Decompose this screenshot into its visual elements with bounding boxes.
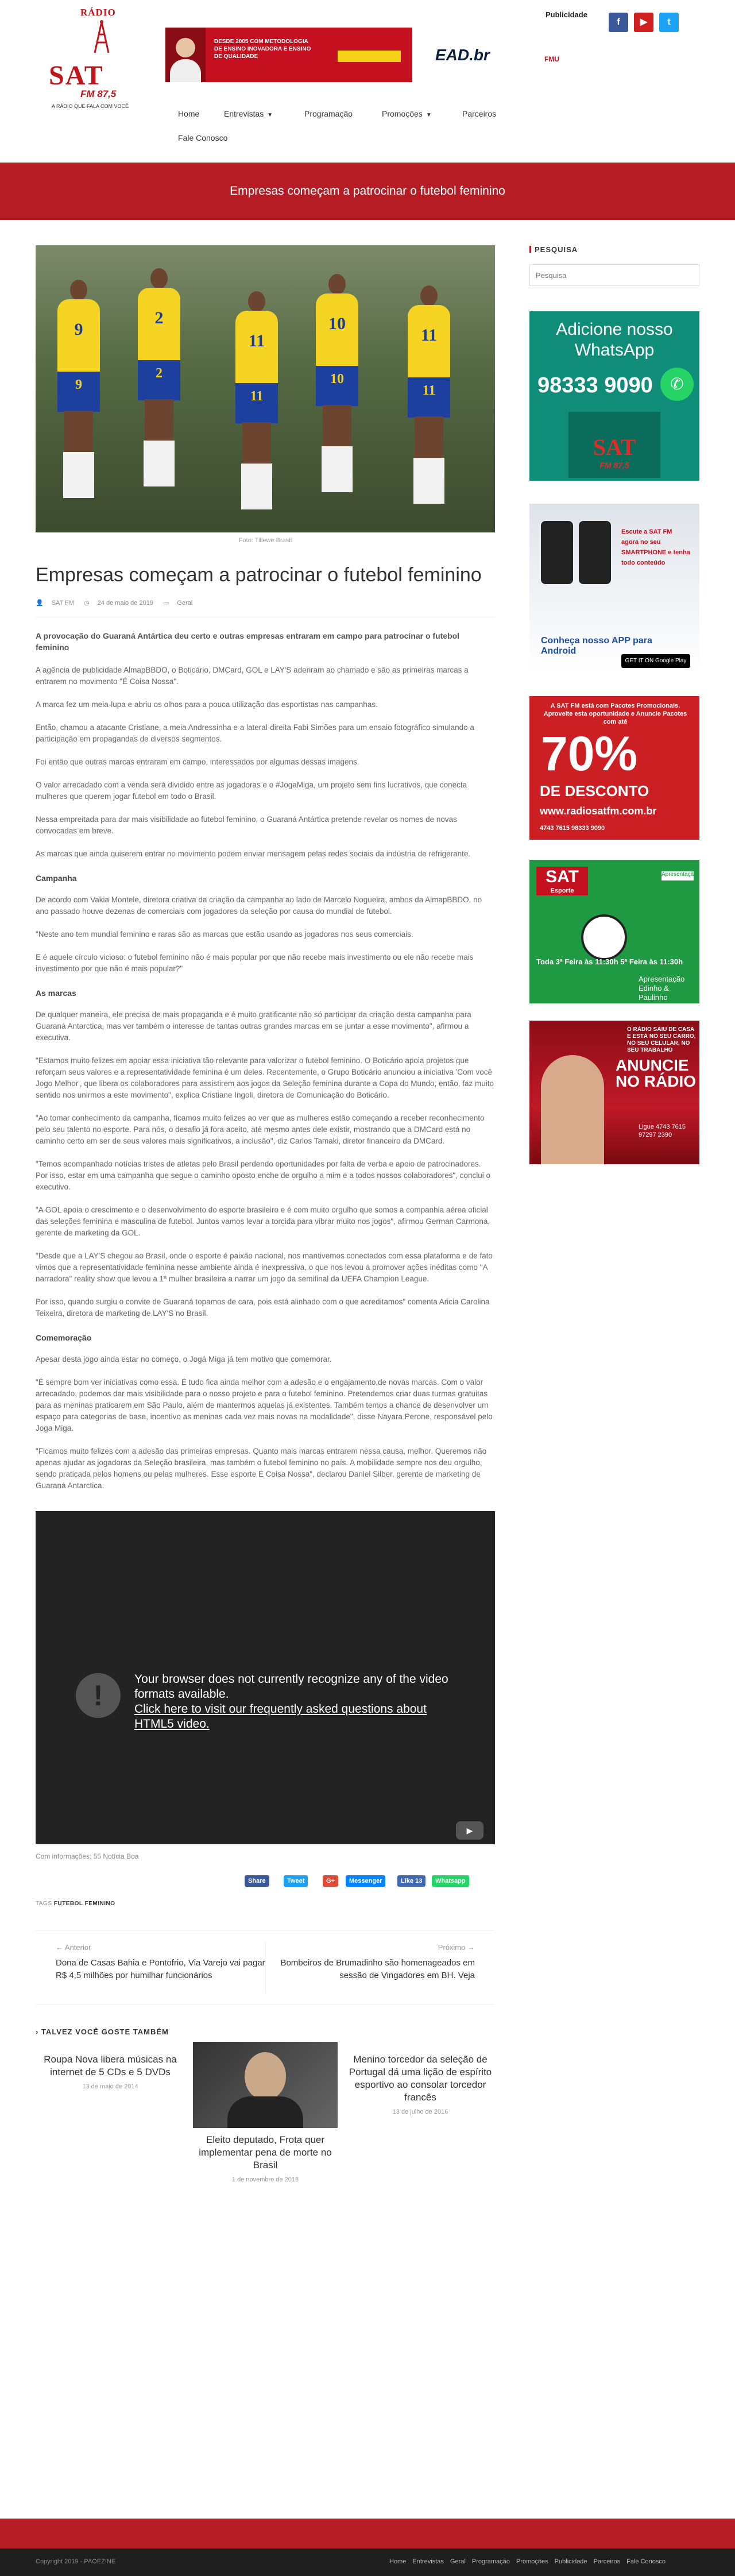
page-title: Empresas começam a patrocinar o futebol feminino <box>230 184 505 198</box>
article-paragraph: E é aquele círculo vicioso: o futebol feminino não é mais popular por que não recebe mais investimento ou ele não recebe mais investimento por que não é mais popular?" <box>36 953 474 973</box>
esporte-sub: Esporte <box>550 887 574 894</box>
related-date: 1 de novembro de 2018 <box>231 2176 299 2183</box>
tag-link[interactable]: FUTEBOL FEMININO <box>53 1901 115 1907</box>
esporte-badge: Apresentação <box>662 871 694 880</box>
related-title[interactable]: Eleito deputado, Frota quer implementar pena de morte no Brasil <box>199 2134 332 2171</box>
nav-entrevistas-label: Entrevistas <box>224 109 264 118</box>
logo-radio-text: RÁDIO <box>80 7 116 18</box>
promo-ad-phones: 4743 7615 98333 9090 <box>540 825 605 832</box>
section-heading: Campanha <box>36 874 77 883</box>
woman-image <box>541 1055 604 1164</box>
article-credits: Com informações: 55 Notícia Boa <box>36 1852 139 1860</box>
article-paragraph: De acordo com Vakia Montele, diretora criativa da criação da campanha ao lado de Marcelo Nogueira, ambos da AlmapBBDO, no ano passado houve dezenas de comerciais com jogadores da seleção por causa do mundial de futebol. <box>36 895 482 916</box>
ad-logo-frequency: FM 87,5 <box>599 461 629 470</box>
player-head <box>328 274 346 295</box>
related-date: 13 de julho de 2016 <box>392 2108 448 2115</box>
author-icon: 👤 <box>36 600 44 607</box>
shorts-number: 10 <box>330 372 344 387</box>
promo-ad-discount: 70% <box>541 727 638 781</box>
shorts-number: 9 <box>75 377 82 392</box>
article-paragraph: Apesar desta jogo ainda estar no começo, o Jogá Miga já tem motivo que comemorar. <box>36 1355 332 1364</box>
shorts-number: 11 <box>250 389 264 404</box>
prev-label-text: Anterior <box>64 1943 91 1952</box>
player-socks <box>63 452 94 498</box>
player-socks <box>322 446 353 492</box>
share-twitter-button[interactable]: Tweet <box>284 1875 308 1887</box>
ad-partner: FMU <box>544 55 559 63</box>
chevron-down-icon: ▼ <box>425 112 432 118</box>
logo-slogan: A RÁDIO QUE FALA COM VOCÊ <box>52 103 129 109</box>
esporte-schedule: Toda 3ª Feira às 11:30h 5ª Feira às 11:30h <box>536 957 683 966</box>
logo-frequency: FM 87,5 <box>80 88 117 99</box>
player-socks <box>144 441 175 486</box>
arrow-left-icon: ← <box>56 1943 65 1952</box>
section-heading: As marcas <box>36 988 76 998</box>
whatsapp-icon: ✆ <box>660 368 694 401</box>
esporte-brand: SAT <box>546 867 579 886</box>
article-paragraph: O valor arrecadado com a venda será dividido entre as jogadoras e o #JogaMiga, um projeto sem fins lucrativos, que conecta mulheres que querem jogar futebol em todo o Brasil. <box>36 781 467 801</box>
article-meta <box>36 599 495 617</box>
anuncie-ad-phones: Ligue 4743 7615 97297 2390 <box>639 1123 686 1138</box>
article-paragraph: De qualquer maneira, ele precisa de mais propaganda e é muito gratificante não só participar da criação desta campanha para Guaraná Antarctica, mas ver também o interesse de tantas outras grandes marcas em se juntar a esse movimento", afirmou a executiva. <box>36 1010 471 1042</box>
radio-tower-icon <box>89 20 114 54</box>
share-whatsapp-button[interactable]: Whatsapp <box>432 1875 469 1887</box>
like-button[interactable]: Like 13 <box>397 1875 425 1887</box>
whatsapp-ad[interactable] <box>529 311 699 481</box>
esporte-ad[interactable] <box>529 860 699 1003</box>
article-paragraph: "Desde que a LAY'S chegou ao Brasil, onde o esporte é paixão nacional, nos mantivemos conectados com essa plataforma e de fato vimos que a representatividade feminina nesse ambiente ainda é inexpressiva, o que nos levou a promover ações inéditas como "A narradora" reality show que levou a 1ª mulher brasileira a narrar um jogo da semifinal da UEFA Champion League. <box>36 1252 493 1283</box>
nav-fale-conosco-label: Fale Conosco <box>178 133 228 142</box>
clock-icon: ◷ <box>84 600 90 607</box>
related-date: 13 de maio de 2014 <box>82 2083 138 2090</box>
ad-text: DESDE 2005 COM METODOLOGIA DE ENSINO INOVADORA E ENSINO DE QUALIDADE <box>214 38 311 60</box>
search-heading: PESQUISA <box>529 245 699 254</box>
page-title-band <box>0 163 735 220</box>
video-player[interactable] <box>36 1511 495 1844</box>
article-paragraph: "Temos acompanhado notícias tristes de atletas pelo Brasil perdendo oportunidades por falta de verba e apoio de patrocinadores. Por isso, estar em uma campanha que segue o caminho oposto enche de orgulho a mim e a todos nossos colaboradores", conclui o executivo. <box>36 1160 491 1191</box>
promo-ad-desc: DE DESCONTO <box>540 782 649 800</box>
nav-home[interactable] <box>178 109 199 118</box>
article-paragraph: As marcas que ainda quiserem entrar no movimento podem enviar mensagem pelas redes sociais da indústria de refrigerante. <box>36 849 471 858</box>
phone-image <box>579 521 611 584</box>
nav-home-label: Home <box>178 109 200 118</box>
article-lead: A provocação do Guaraná Antártica deu certo e outras empresas entraram em campo para patrocinar o futebol feminino <box>36 631 460 652</box>
facebook-icon[interactable]: f <box>609 13 628 32</box>
related-heading-text: TALVEZ VOCÊ GOSTE TAMBÉM <box>41 2027 169 2036</box>
logo-brand: SAT <box>49 60 104 91</box>
share-messenger-button[interactable]: Messenger <box>346 1875 385 1887</box>
player-socks <box>241 464 272 509</box>
shirt-number: 11 <box>248 331 265 350</box>
twitter-icon[interactable]: t <box>659 13 679 32</box>
article-paragraph: Foi então que outras marcas entraram em campo, interessados por algumas dessas imagens. <box>36 758 359 766</box>
footer-link[interactable]: Entrevistas <box>412 2558 444 2565</box>
related-title[interactable]: Menino torcedor da seleção de Portugal dá uma lição de espírito esportivo ao consolar torcedor francês <box>349 2054 492 2103</box>
video-help-link[interactable]: Click here to visit our frequently asked questions about HTML5 video. <box>134 1702 427 1731</box>
share-buttons <box>36 1875 495 1891</box>
nav-programacao[interactable] <box>304 109 353 118</box>
article-paragraph: Nessa empreitada para dar mais visibilidade ao futebol feminino, o Guaraná Antártica pretende revelar os nomes de novas convocadas em breve. <box>36 815 457 835</box>
article-paragraph: A marca fez um meia-lupa e abriu os olhos para a pouca utilização das esportistas nas campanhas. <box>36 700 378 709</box>
arrow-right-icon: → <box>465 1943 475 1952</box>
article-paragraph: "Ficamos muito felizes com a adesão das primeiras empresas. Quanto mais marcas entrarem nessa causa, melhor. Queremos não apenas ajudar as jogadoras da Seleção brasileira, mas também o futebol feminino no país. A mobilidade sempre nos deu orgulho, sendo praticada pelos homens ou pelas mulheres. Esse esporte É Coisa Nossa", declarou Daniel Silber, gerente de marketing de Guaraná Antarctica. <box>36 1447 487 1490</box>
share-facebook-button[interactable]: Share <box>245 1875 269 1887</box>
search-input[interactable] <box>529 264 699 286</box>
nav-entrevistas[interactable] <box>224 109 273 118</box>
related-item[interactable] <box>36 2053 185 2090</box>
player-head <box>70 280 87 300</box>
shirt-number: 9 <box>74 320 83 339</box>
next-post-link[interactable]: Bombeiros de Brumadinho são homenageados em sessão de Vingadores em BH. Veja <box>280 1958 475 1980</box>
esporte-logo <box>536 867 588 895</box>
app-ad-text: Escute a SAT FM agora no seu SMARTPHONE e tenha todo conteúdo <box>621 528 690 566</box>
chevron-down-icon: ▼ <box>267 112 273 118</box>
app-ad-cta: Conheça nosso APP para Android <box>541 636 652 656</box>
tags-label: TAGS <box>36 1901 52 1907</box>
shirt-number: 10 <box>328 314 346 333</box>
prev-post-link[interactable]: Dona de Casas Bahia e Pontofrio, Via Varejo vai pagar R$ 4,5 milhões por humilhar funcionários <box>56 1958 265 1980</box>
nav-programacao-label: Programação <box>304 109 353 118</box>
sidebar <box>529 245 699 1138</box>
site-logo[interactable] <box>49 7 158 109</box>
anuncie-ad-title: ANUNCIE NO RÁDIO <box>616 1056 696 1090</box>
article-paragraph: "Ao tomar conhecimento da campanha, ficamos muito felizes ao ver que as mulheres estão começando a receber reconhecimento pelo seu talento no esporte. Para nós, o desafio já fora aceito, até mesmo antes dele existir, mostrando que a DMCard está no caminho certo em ser de seus valores mais significativos, a inclusão", diz Carlos Tamaki, diretor financeiro da DMCard. <box>36 1114 485 1145</box>
folder-icon: ▭ <box>163 600 169 607</box>
shirt-number: 2 <box>154 308 164 327</box>
article-category[interactable]: Geral <box>177 600 193 607</box>
footer-links <box>385 2558 666 2565</box>
footer-link[interactable]: Promoções <box>516 2558 548 2565</box>
player-head <box>150 268 168 289</box>
player-head <box>420 285 438 306</box>
related-heading <box>36 2027 495 2036</box>
footer-link[interactable]: Parceiros <box>593 2558 621 2565</box>
related-posts <box>36 2048 495 2185</box>
copyright: Copyright 2019 - PAOEZINE <box>36 2558 116 2565</box>
related-item[interactable] <box>191 2042 340 2183</box>
ad-person-image <box>165 28 206 82</box>
nav-promocoes-label: Promoções <box>382 109 423 118</box>
nav-parceiros-label: Parceiros <box>462 109 497 118</box>
youtube-icon[interactable]: ▶ <box>634 13 653 32</box>
header-banner-ad[interactable] <box>165 28 585 82</box>
site-footer <box>0 2548 735 2576</box>
article-title: Empresas começam a patrocinar o futebol feminino <box>36 564 482 586</box>
share-gplus-button[interactable]: G+ <box>323 1875 338 1887</box>
footer-link[interactable]: Publicidade <box>554 2558 587 2565</box>
article-author[interactable]: SAT FM <box>51 600 75 607</box>
ad-logo <box>568 412 660 478</box>
phone-image <box>541 521 573 584</box>
article-paragraph: "A GOL apoia o crescimento e o desenvolvimento do esporte brasileiro e é com muito orgulho que somos a companhia aérea oficial das seleções feminina e masculina de futebol. Juntos vamos levar a torcida para vibrar muito nos jogos", afirmou German Carmona, gerente de marketing da GOL. <box>36 1206 490 1237</box>
footer-link[interactable]: Geral <box>450 2558 466 2565</box>
whatsapp-ad-title: Adicione nosso WhatsApp <box>556 320 673 360</box>
warning-icon: ! <box>76 1673 121 1718</box>
next-label-text: Próximo <box>438 1943 466 1952</box>
app-ad[interactable] <box>529 504 699 673</box>
shirt-number: 11 <box>420 326 438 345</box>
esporte-presenters: Apresentação Edinho & Paulinho <box>639 975 685 1002</box>
prev-label <box>56 1943 91 1952</box>
footer-link[interactable]: Home <box>389 2558 407 2565</box>
article-paragraph: "É sempre bom ver iniciativas como essa. É tudo fica ainda melhor com a adesão e o engajamento de novas marcas. Com o valor arrecadado, podemos dar mais visibilidade para o nosso projeto e para o futebol feminino. Pretendemos criar duas turmas gratuitas para as meninas praticarem em São Paulo, além de mantermos aquelas já existentes. Também temos a chance de desenvolver um espaço para categorias de base, incentivo as meninas cada vez mais novas na modalidade", disse Nayara Perone, responsável pelo Joga Miga. <box>36 1378 493 1432</box>
soccer-ball-icon <box>581 914 627 960</box>
google-play-badge[interactable]: GET IT ON Google Play <box>621 654 690 668</box>
article-paragraph: Então, chamou a atacante Cristiane, a meia Andressinha e a lateral-direita Fabi Simões para um ensaio fotográfico simulando a participação em propagandas de diversos segmentos. <box>36 723 474 743</box>
site-header <box>0 0 735 163</box>
article-tags <box>36 1901 495 1907</box>
next-label <box>438 1943 475 1952</box>
ad-highlight-bar <box>338 51 401 62</box>
related-item[interactable] <box>346 2053 495 2115</box>
article-paragraph: "Estamos muito felizes em apoiar essa iniciativa tão relevante para valorizar o futebol feminino. O Boticário apoia projetos que reforçam seus valores e a representatividade feminina é um deles. Recentemente, o Grupo Boticário anunciou a iniciativa 'Com você Jogo Melhor', que libera os colaboradores para assistirem aos jogos da Seleção feminina durante a Copa do Mundo, então, faz muito sentido nos unirmos a este movimento", explica Cristiane Ingoli, diretora de Comunicação do Boticário. <box>36 1056 494 1099</box>
image-caption: Foto: Tillewe Brasil <box>238 537 292 544</box>
promo-ad[interactable] <box>529 696 699 840</box>
article-date: 24 de maio de 2019 <box>97 600 153 607</box>
nav-fale-conosco[interactable] <box>178 133 227 142</box>
ad-brand: EAD.br <box>435 46 490 64</box>
main-nav <box>167 96 568 154</box>
chevron-right-icon: › <box>36 2027 41 2036</box>
nav-promocoes[interactable] <box>382 109 432 118</box>
related-title[interactable]: Roupa Nova libera músicas na internet de 5 CDs e 5 DVDs <box>44 2054 177 2077</box>
section-heading: Comemoração <box>36 1333 92 1342</box>
shorts-number: 11 <box>422 383 436 398</box>
article-paragraph: "Neste ano tem mundial feminino e raras são as marcas que estão usando as jogadoras nos seus comerciais. <box>36 930 413 939</box>
promo-ad-url: www.radiosatfm.com.br <box>540 805 657 817</box>
related-thumbnail[interactable] <box>193 2042 338 2128</box>
youtube-play-icon[interactable]: ▶ <box>456 1821 483 1840</box>
nav-parceiros[interactable] <box>462 109 496 118</box>
footer-band <box>0 2519 735 2548</box>
footer-link[interactable]: Fale Conosco <box>626 2558 666 2565</box>
anuncie-ad[interactable] <box>529 1021 699 1164</box>
shorts-number: 2 <box>156 366 163 381</box>
ad-logo-brand: SAT <box>593 434 636 460</box>
article <box>36 245 495 2185</box>
whatsapp-ad-number: 98333 9090 <box>537 373 653 397</box>
post-navigation <box>36 1930 495 2005</box>
video-error-text: Your browser does not currently recognize any of the video formats available. <box>134 1673 448 1701</box>
player-socks <box>413 458 444 504</box>
article-hero-image <box>36 245 495 532</box>
anuncie-ad-top: O RÁDIO SAIU DE CASA E ESTÁ NO SEU CARRO, NO SEU CELULAR, NO SEU TRABALHO <box>627 1026 696 1053</box>
article-paragraph: Por isso, quando surgiu o convite de Guaraná topamos de cara, pois está alinhado com o que acreditamos" comenta Aricia Carolina Teixeira, diretora de marketing de LAY'S no Brasil. <box>36 1297 490 1318</box>
article-paragraph: A agência de publicidade AlmapBBDO, o Boticário, DMCard, GOL e LAY'S aderiram ao chamado e são as primeiras marcas a entrarem no movimento "É Coisa Nossa". <box>36 666 469 686</box>
publicidade-label: Publicidade <box>546 10 587 19</box>
player-head <box>248 291 265 312</box>
footer-link[interactable]: Programação <box>471 2558 510 2565</box>
promo-ad-top: A SAT FM está com Pacotes Promocionais. Aproveite esta oportunidade e Anuncie Pacotes com até <box>543 702 687 725</box>
